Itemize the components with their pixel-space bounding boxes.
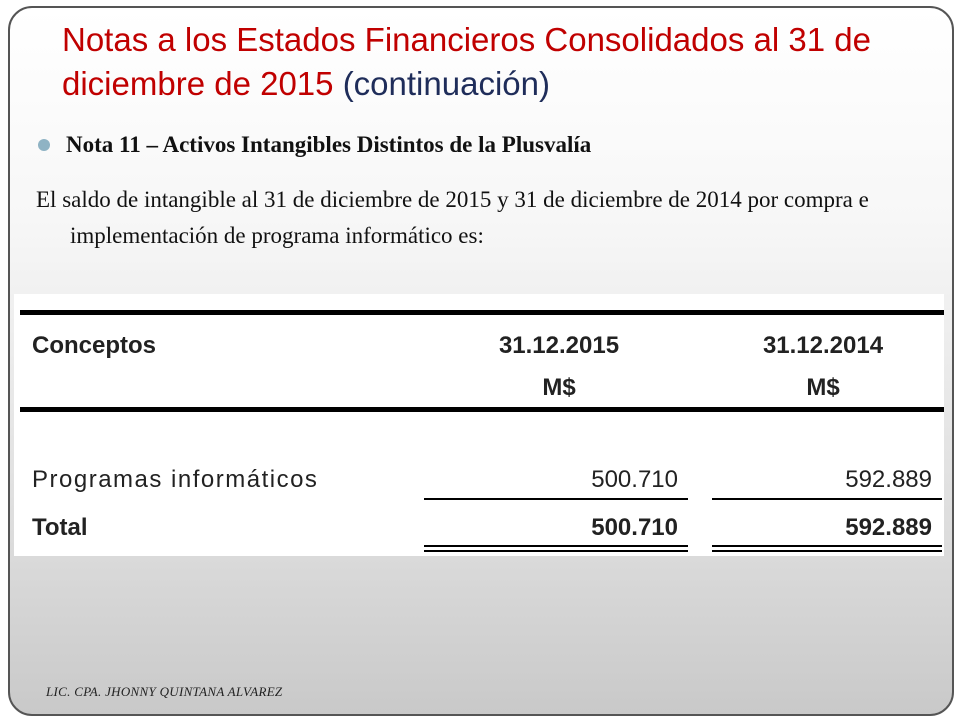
total-double-rule-2015-a (424, 545, 688, 547)
subtotal-rule-2014 (712, 498, 942, 500)
table-top-rule (20, 310, 944, 315)
header-conceptos: Conceptos (32, 332, 157, 359)
total-value-2015: 500.710 (591, 514, 678, 541)
bullet-icon (38, 139, 50, 151)
header-2014-unit: M$ (806, 374, 840, 401)
title-continuation: (continuación) (342, 65, 550, 102)
note-heading-text: Nota 11 – Activos Intangibles Distintos de la Plusvalía (66, 132, 592, 157)
slide-title (62, 18, 922, 106)
row-value-2015: 500.710 (591, 466, 678, 493)
header-2014-date: 31.12.2014 (762, 332, 884, 359)
intangibles-table (14, 294, 944, 556)
total-double-rule-2014-a (712, 545, 942, 547)
header-2015-date: 31.12.2015 (498, 332, 620, 359)
description-paragraph: El saldo de intangible al 31 de diciembre de 2015 y 31 de diciembre de 2014 por compra e implementación de programa informático es: (36, 187, 869, 248)
title-main: Notas a los Estados Financieros Consolidados al 31 de diciembre de 2015 (62, 21, 871, 102)
slide (8, 6, 954, 716)
header-bottom-rule (20, 407, 944, 412)
subtotal-rule-2015 (424, 498, 688, 500)
total-double-rule-2015-b (424, 550, 688, 552)
row-value-2014: 592.889 (845, 466, 932, 493)
total-double-rule-2014-b (712, 550, 942, 552)
header-2015-unit: M$ (542, 374, 576, 401)
total-value-2014: 592.889 (845, 514, 932, 541)
row-label-programas: Programas informáticos (32, 466, 319, 493)
row-label-total: Total (32, 514, 88, 541)
footer-author: LIC. CPA. JHONNY QUINTANA ALVAREZ (46, 684, 283, 699)
note-heading (38, 132, 591, 158)
